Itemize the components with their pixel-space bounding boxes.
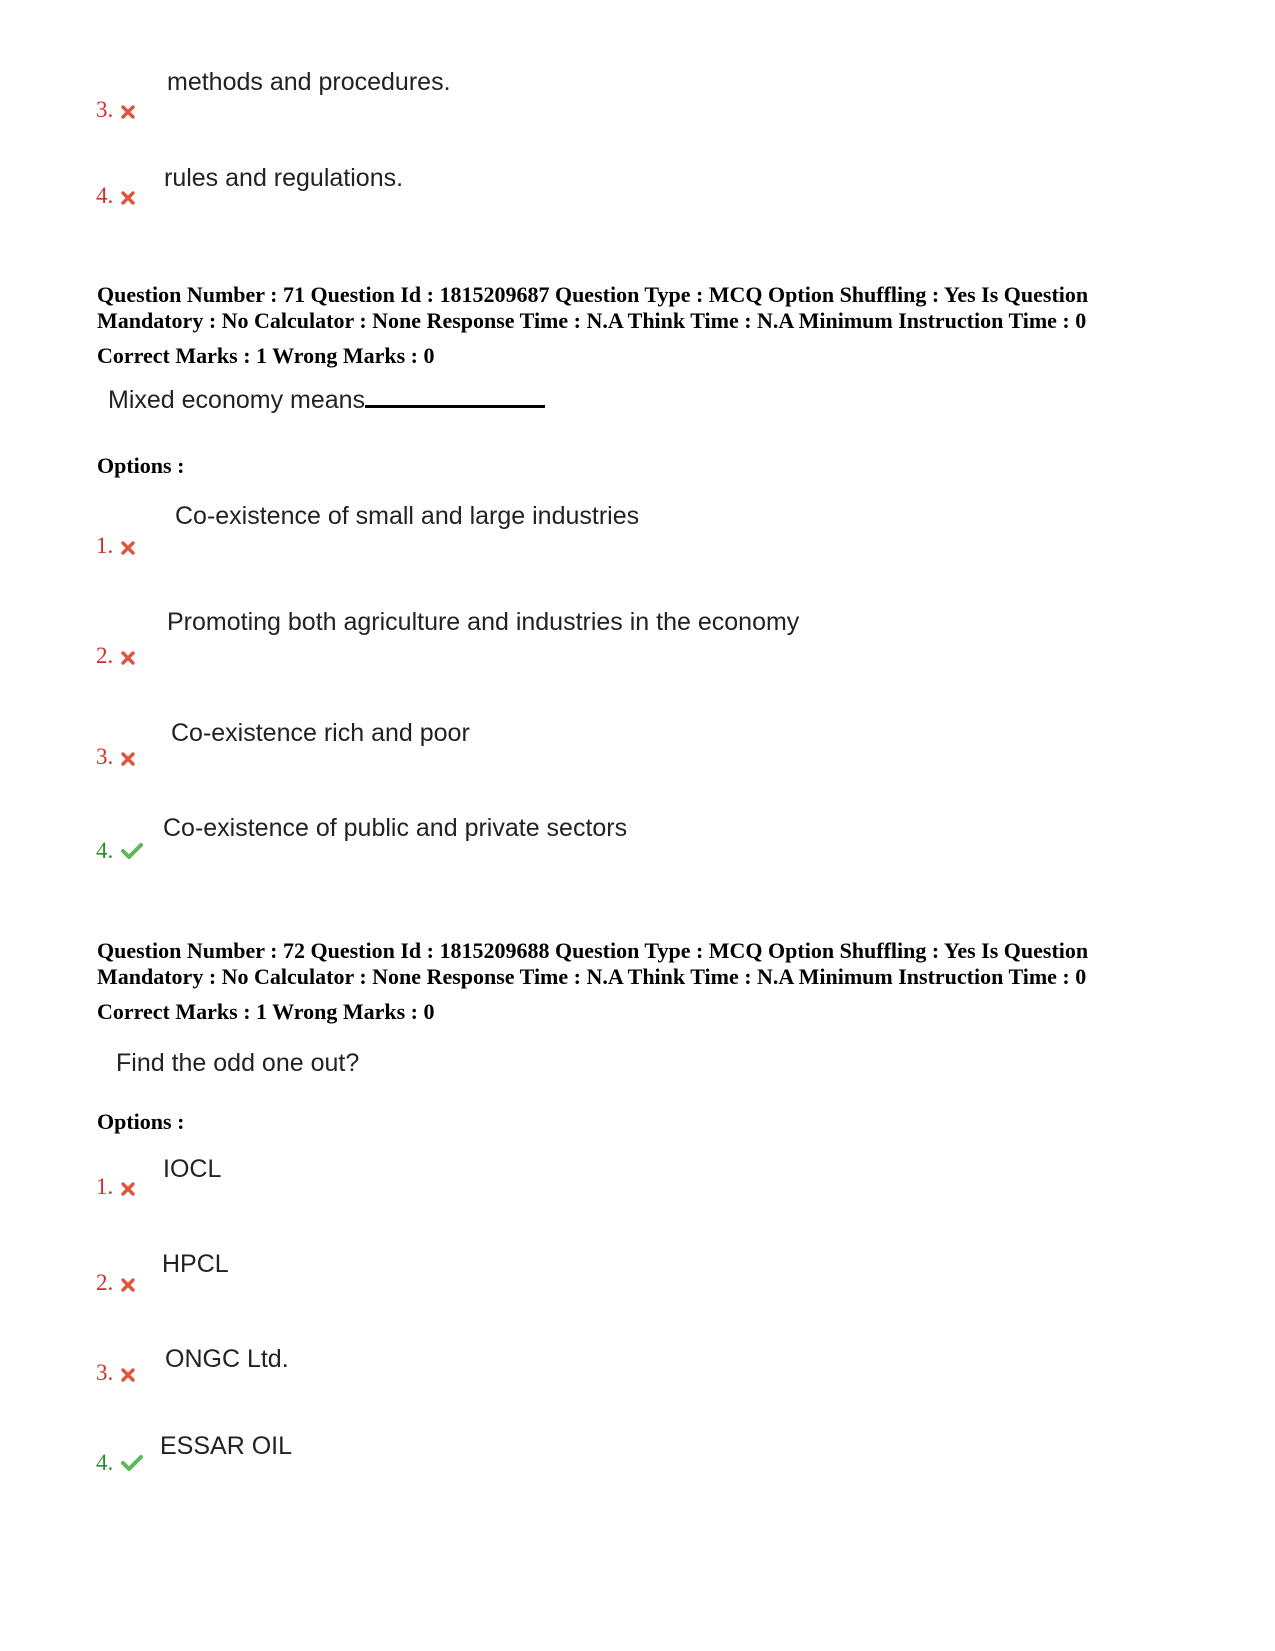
question-meta: [97, 938, 1187, 990]
option-number: 1.: [96, 533, 135, 561]
meta-line-1: Question Number : 72 Question Id : 1815209688 Question Type : MCQ Option Shuffling : Yes Is Question: [97, 938, 1089, 963]
option-number: 4.: [96, 838, 143, 866]
option-text: IOCL: [163, 1155, 222, 1183]
option-text: Co-existence rich and poor: [171, 719, 470, 747]
option-text: methods and procedures.: [167, 68, 451, 96]
correct-check-icon: [121, 1452, 143, 1478]
question-marks: Correct Marks : 1 Wrong Marks : 0: [97, 999, 435, 1024]
wrong-mark-icon: [121, 185, 135, 211]
options-label: Options :: [97, 1109, 185, 1134]
option-number: 3.: [96, 1360, 135, 1388]
option-text: Co-existence of public and private sectors: [163, 814, 628, 842]
correct-check-icon: [121, 840, 143, 866]
question-text: Find the odd one out?: [116, 1049, 360, 1077]
option-number: 1.: [96, 1174, 135, 1202]
wrong-mark-icon: [121, 1176, 135, 1202]
meta-line-2: Mandatory : No Calculator : None Response Time : N.A Think Time : N.A Minimum Instruction Time : 0: [97, 964, 1087, 989]
meta-line-1: Question Number : 71 Question Id : 1815209687 Question Type : MCQ Option Shuffling : Yes Is Question: [97, 282, 1089, 307]
option-text: Promoting both agriculture and industries in the economy: [167, 608, 800, 636]
question-text: Mixed economy means: [108, 385, 545, 415]
option-text: HPCL: [162, 1250, 229, 1278]
answer-blank: [365, 385, 545, 408]
meta-line-2: Mandatory : No Calculator : None Response Time : N.A Think Time : N.A Minimum Instruction Time : 0: [97, 308, 1087, 333]
wrong-mark-icon: [121, 1362, 135, 1388]
wrong-mark-icon: [121, 535, 135, 561]
question-meta: [97, 282, 1187, 334]
option-text: ESSAR OIL: [160, 1432, 292, 1460]
option-number: 3.: [96, 97, 135, 125]
option-number: 3.: [96, 744, 135, 772]
option-number: 2.: [96, 643, 135, 671]
option-number: 4.: [96, 1450, 143, 1478]
option-text: rules and regulations.: [164, 164, 404, 192]
option-number: 4.: [96, 183, 135, 211]
wrong-mark-icon: [121, 99, 135, 125]
wrong-mark-icon: [121, 1272, 135, 1298]
option-text: Co-existence of small and large industries: [175, 502, 640, 530]
wrong-mark-icon: [121, 746, 135, 772]
wrong-mark-icon: [121, 645, 135, 671]
option-text: ONGC Ltd.: [165, 1345, 289, 1373]
option-number: 2.: [96, 1270, 135, 1298]
question-marks: Correct Marks : 1 Wrong Marks : 0: [97, 343, 435, 368]
options-label: Options :: [97, 453, 185, 478]
